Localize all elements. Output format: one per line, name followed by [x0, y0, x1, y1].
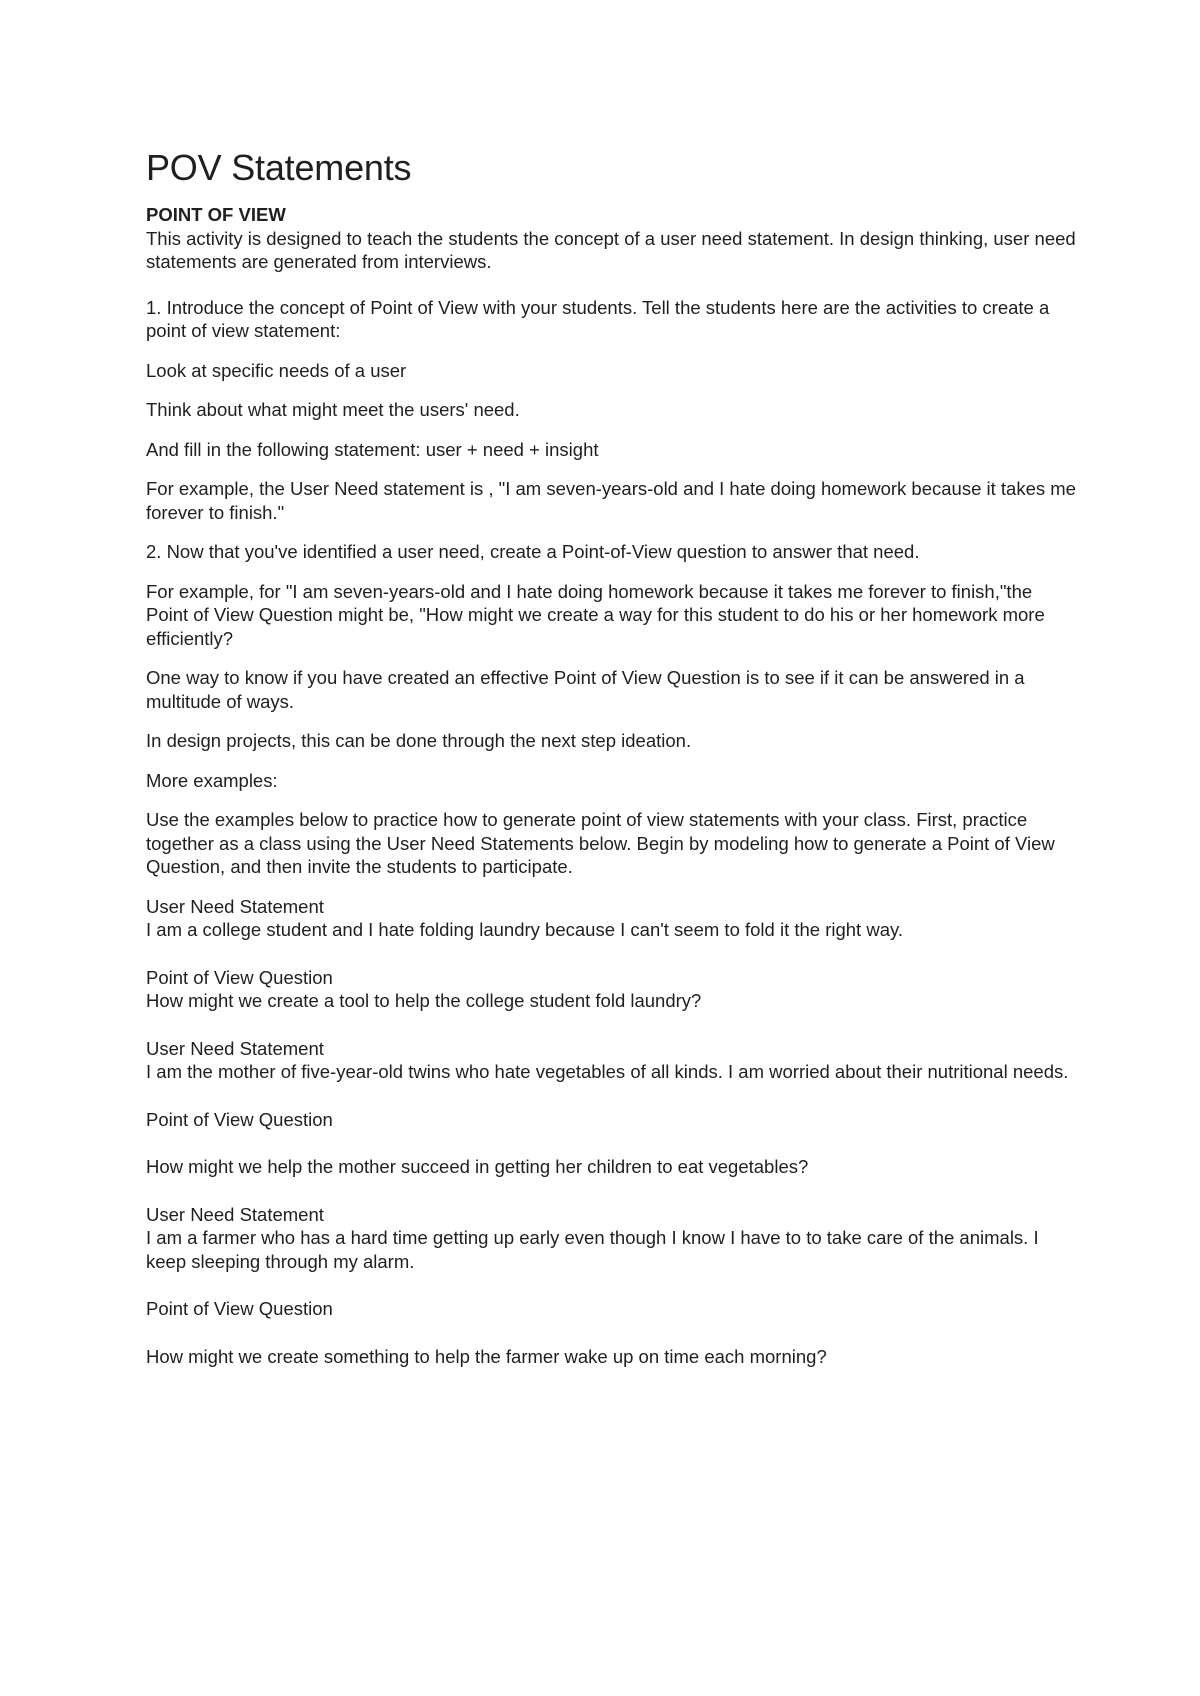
step-one-paragraph: 1. Introduce the concept of Point of View with your students. Tell the students here are the activities to create a point of view statement:: [146, 296, 1050, 341]
think-paragraph: Think about what might meet the users' need.: [146, 399, 520, 420]
intro-paragraph: This activity is designed to teach the students the concept of a user need statement. In design thinking, user need statements are generated from interviews.: [146, 227, 1076, 272]
example-block: [146, 895, 1076, 942]
example-two-paragraph: For example, for "I am seven-years-old and I hate doing homework because it takes me forever to finish,"the Point of View Question might be, "How might we create a way for this student to do his or her homework more efficiently?: [146, 580, 1045, 649]
user-need-text: I am the mother of five-year-old twins who hate vegetables of all kinds. I am worried about their nutritional needs.: [146, 1061, 1069, 1082]
fill-paragraph: And fill in the following statement: user + need + insight: [146, 438, 599, 460]
practice-paragraph: Use the examples below to practice how to generate point of view statements with your class. First, practice together as a class using the User Need Statements below. Begin by modeling how to generate a Point of View Question, and then invite the students to participate.: [146, 809, 1055, 877]
pov-label: Point of View Question: [146, 1108, 333, 1130]
pov-label: Point of View Question: [146, 1298, 333, 1319]
user-need-label: User Need Statement: [146, 1037, 324, 1059]
user-need-text: I am a farmer who has a hard time getting up early even though I know I have to to take care of the animals. I keep sleeping through my alarm.: [146, 1227, 1039, 1272]
pov-text: How might we create a tool to help the college student fold laundry?: [146, 990, 702, 1011]
effective-paragraph: One way to know if you have created an effective Point of View Question is to see if it can be answered in a multitude of ways.: [146, 667, 1025, 712]
more-examples-label: More examples:: [146, 769, 278, 791]
example-block: [146, 1203, 1076, 1274]
pov-block: [146, 1297, 1076, 1368]
user-need-label: User Need Statement: [146, 1203, 324, 1225]
pov-text: How might we create something to help the farmer wake up on time each morning?: [146, 1345, 827, 1367]
section-heading: POINT OF VIEW: [146, 204, 286, 225]
look-paragraph: Look at specific needs of a user: [146, 359, 407, 381]
pov-block: [146, 1108, 1076, 1179]
example-one-paragraph: For example, the User Need statement is , "I am seven-years-old and I hate doing homework because it takes me forever to finish.": [146, 478, 1076, 523]
user-need-label: User Need Statement: [146, 895, 324, 917]
step-two-paragraph: 2. Now that you've identified a user need, create a Point-of-View question to answer that need.: [146, 541, 920, 562]
pov-text: How might we help the mother succeed in getting her children to eat vegetables?: [146, 1156, 809, 1177]
document-title: POV Statements: [146, 147, 412, 188]
example-block: [146, 1037, 1076, 1084]
ideation-paragraph: In design projects, this can be done through the next step ideation.: [146, 730, 692, 751]
user-need-text: I am a college student and I hate folding laundry because I can't seem to fold it the right way.: [146, 919, 904, 940]
document-page: [146, 146, 1076, 1368]
pov-label: Point of View Question: [146, 966, 333, 988]
pov-block: [146, 966, 1076, 1013]
